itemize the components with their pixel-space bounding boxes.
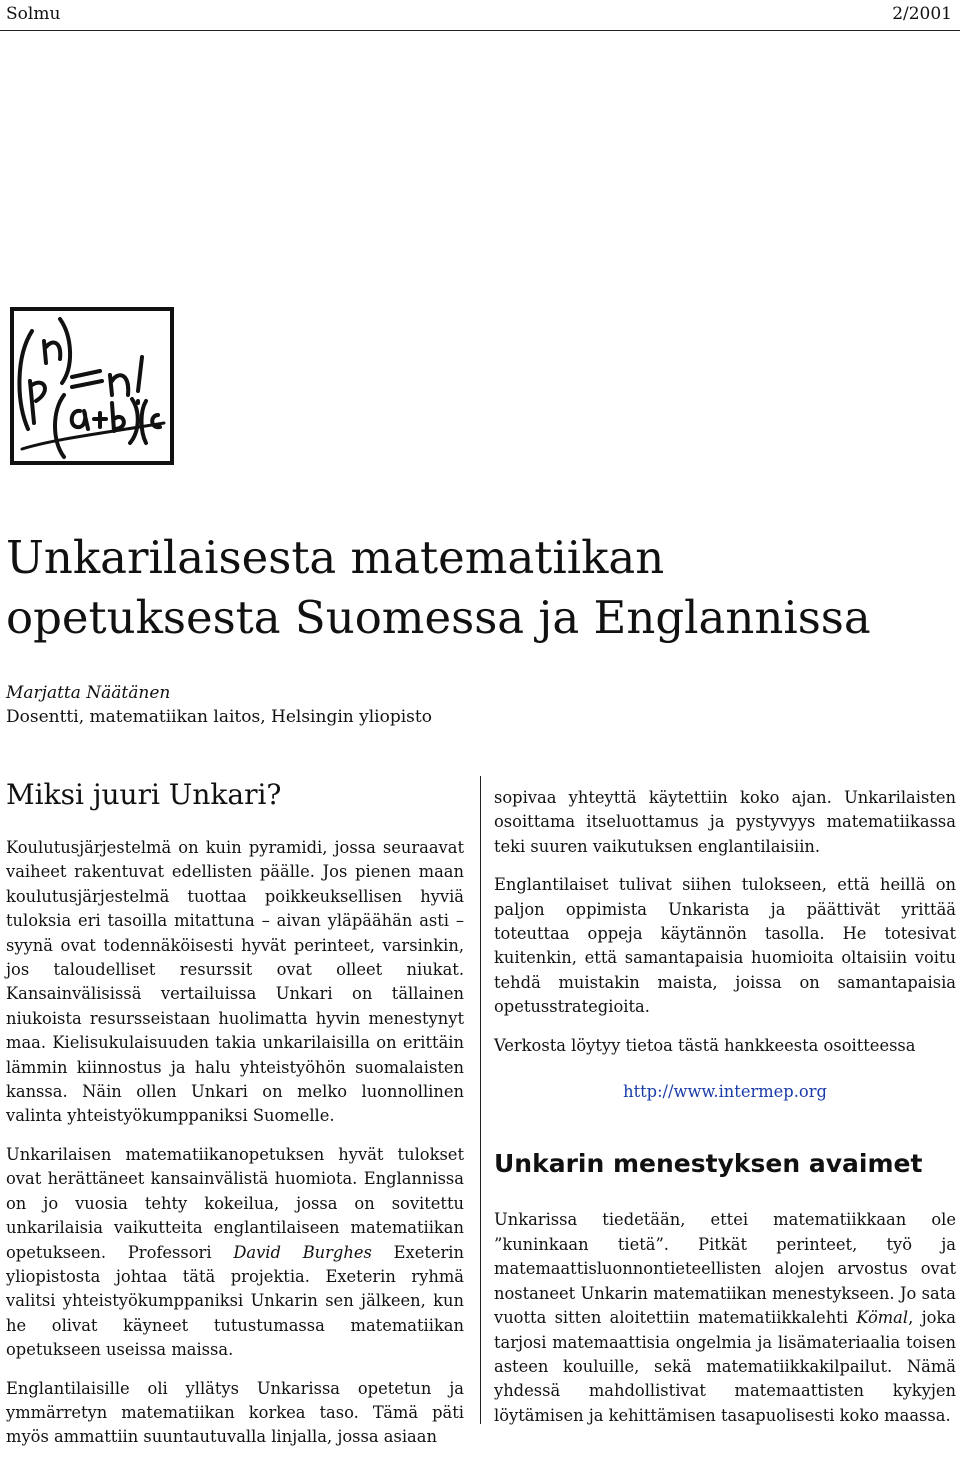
- paragraph: [6, 1143, 464, 1363]
- title-line-2: opetuksesta Suomessa ja Englannissa: [6, 591, 871, 644]
- paragraph: sopivaa yhteyttä käytettiin koko ajan. Unkarilaisten osoittama itseluottamus ja pystyvyys matematiikassa teki suuren vaikutuksen englantilaisiin.: [494, 788, 956, 856]
- handwritten-formula-logo: [10, 307, 174, 465]
- left-column: [6, 836, 464, 1464]
- header-rule: [0, 30, 960, 31]
- issue-number: 2/2001: [892, 4, 952, 24]
- article-title: [6, 528, 871, 648]
- paragraph: Englantilaisille oli yllätys Unkarissa opetetun ja ymmärretyn matematiikan korkea taso. Tämä päti myös ammattiin suuntautuvalla linjalla, jossa asiaan: [6, 1378, 464, 1447]
- journal-title: Kömal: [856, 1308, 909, 1328]
- text: Exeterin yliopistosta johtaa tätä projektia. Exeterin ryhmä valitsi yhteistyökumppaniksi Unkarin sen jälkeen, kun he olivat käyneet tutustumassa matematiikan opetukseen useissa maissa.: [6, 1242, 464, 1360]
- intermep-link[interactable]: http://www.intermep.org: [623, 1082, 827, 1102]
- text: Unkarilaisen matematiikanopetuksen hyvät tulokset ovat herättäneet kansainvälistä huomiota. Englannissa on jo vuosia tehty kokeilua, jossa on sovitettu unkarilaisia vaikutteita englantilaiseen matematiikan opetukseen. Professori: [6, 1144, 464, 1262]
- section-heading-why-hungary: Miksi juuri Unkari?: [6, 778, 282, 811]
- paragraph: Verkosta löytyy tietoa tästä hankkeesta osoitteessa: [494, 1035, 916, 1055]
- journal-name: Solmu: [6, 4, 61, 24]
- title-line-1: Unkarilaisesta matematiikan: [6, 531, 665, 584]
- author-affiliation: Dosentti, matematiikan laitos, Helsingin yliopisto: [6, 707, 432, 727]
- text: Unkarissa tiedetään, ettei matematiikkaan ole ”kuninkaan tietä”. Pitkät perinteet, työ ja matemaattisluonnontieteellisten alojen arvostus ovat nostaneet Unkarin matematiikan menestykseen. Jo sata vuotta sitten aloitettiin matematiikkalehti: [494, 1210, 956, 1328]
- right-column: [494, 786, 956, 1442]
- text: , joka tarjosi matemaattisia ongelmia ja lisämateriaalia toisen asteen kouluille, sekä matematiikkakilpailut. Nämä yhdessä mahdollistivat matemaattisten kykyjen löytämisen ja kehittämisen tasapuolisesti koko maassa.: [494, 1308, 956, 1425]
- paragraph: [494, 1208, 956, 1428]
- column-divider: [480, 776, 481, 1424]
- author-name: Marjatta Näätänen: [6, 683, 171, 703]
- person-name: David Burghes: [233, 1242, 372, 1262]
- paragraph: Koulutusjärjestelmä on kuin pyramidi, jossa seuraavat vaiheet rakentuvat edellisten päälle. Jos pienen maan koulutusjärjestelmä tuottaa poikkeuksellisen hyviä tuloksia eri tasoilla mitattuna – aivan yläpäähän asti – syynä ovat todennäköisesti hyvät perinteet, varsinkin, jos taloudelliset resurssit ovat olleet niukat. Kansainvälisissä vertailuissa Unkari on tällainen niukoista resursseistaan huolimatta hyvin menestynyt maa. Kielisukulaisuuden takia unkarilaisilla on erittäin lämmin kiinnostus ja halu yhteistyöhön suomalaisten kanssa. Näin ollen Unkari on melko luonnollinen valinta yhteistyökumppaniksi Suomelle.: [6, 838, 464, 1126]
- paragraph: Englantilaiset tulivat siihen tulokseen, että heillä on paljon oppimista Unkarista ja päättivät yrittää toteuttaa oppeja käytännön tasolla. He totesivat kuitenkin, että samantapaisia huomioita oltaisiin voitu tehdä muistakin maista, joissa on samantapaisia opetusstrategioita.: [494, 875, 956, 1017]
- section-heading-keys: Unkarin menestyksen avaimet: [494, 1149, 923, 1179]
